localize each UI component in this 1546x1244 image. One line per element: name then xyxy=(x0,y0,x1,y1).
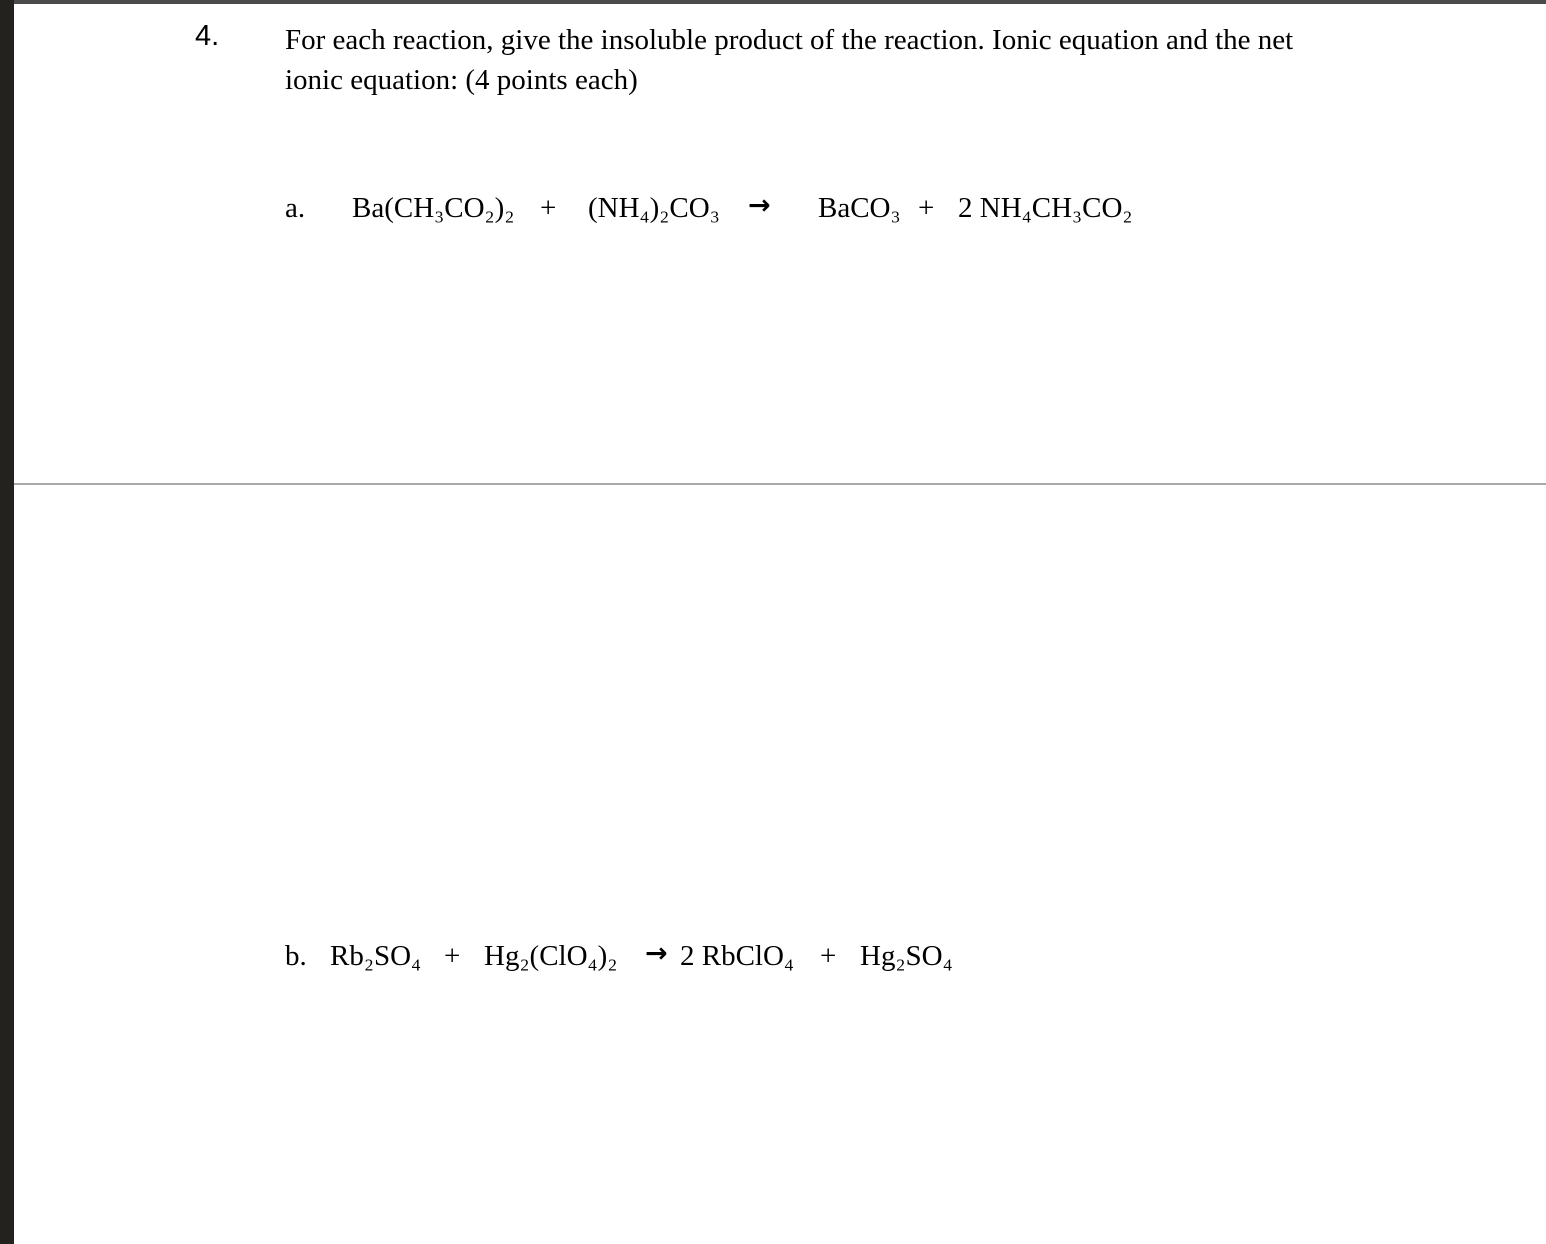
equation-a-label: a. xyxy=(285,192,306,224)
equation-b-label: b. xyxy=(285,940,307,972)
question-number: 4. xyxy=(195,20,220,52)
equation-a-plus-2: + xyxy=(918,192,935,224)
equation-b-product-2: Hg₂SO₄ xyxy=(860,940,953,972)
equation-b-reactant-2: Hg₂(ClO₄)₂ xyxy=(484,940,618,972)
equation-b-arrow-icon: → xyxy=(645,938,668,969)
window-left-edge xyxy=(0,0,14,1244)
equation-a-product-1: BaCO₃ xyxy=(818,192,901,224)
equation-a-plus-1: + xyxy=(540,192,557,224)
equation-a-reactant-2: (NH₄)₂CO₃ xyxy=(588,192,720,224)
equation-b-plus-2: + xyxy=(820,940,837,972)
equation-b-reactant-1: Rb₂SO₄ xyxy=(330,940,422,972)
equation-a-reactant-1: Ba(CH₃CO₂)₂ xyxy=(352,192,515,224)
question-text: For each reaction, give the insoluble product of the reaction. Ionic equation and the net ionic equation: (4 points each) xyxy=(285,24,1294,96)
page-break-divider xyxy=(14,483,1546,485)
equation-b-product-1: 2 RbClO₄ xyxy=(680,940,795,972)
equation-b-plus-1: + xyxy=(444,940,461,972)
equation-a-arrow-icon: → xyxy=(748,190,771,221)
equation-a-product-2: 2 NH₄CH₃CO₂ xyxy=(958,192,1133,224)
